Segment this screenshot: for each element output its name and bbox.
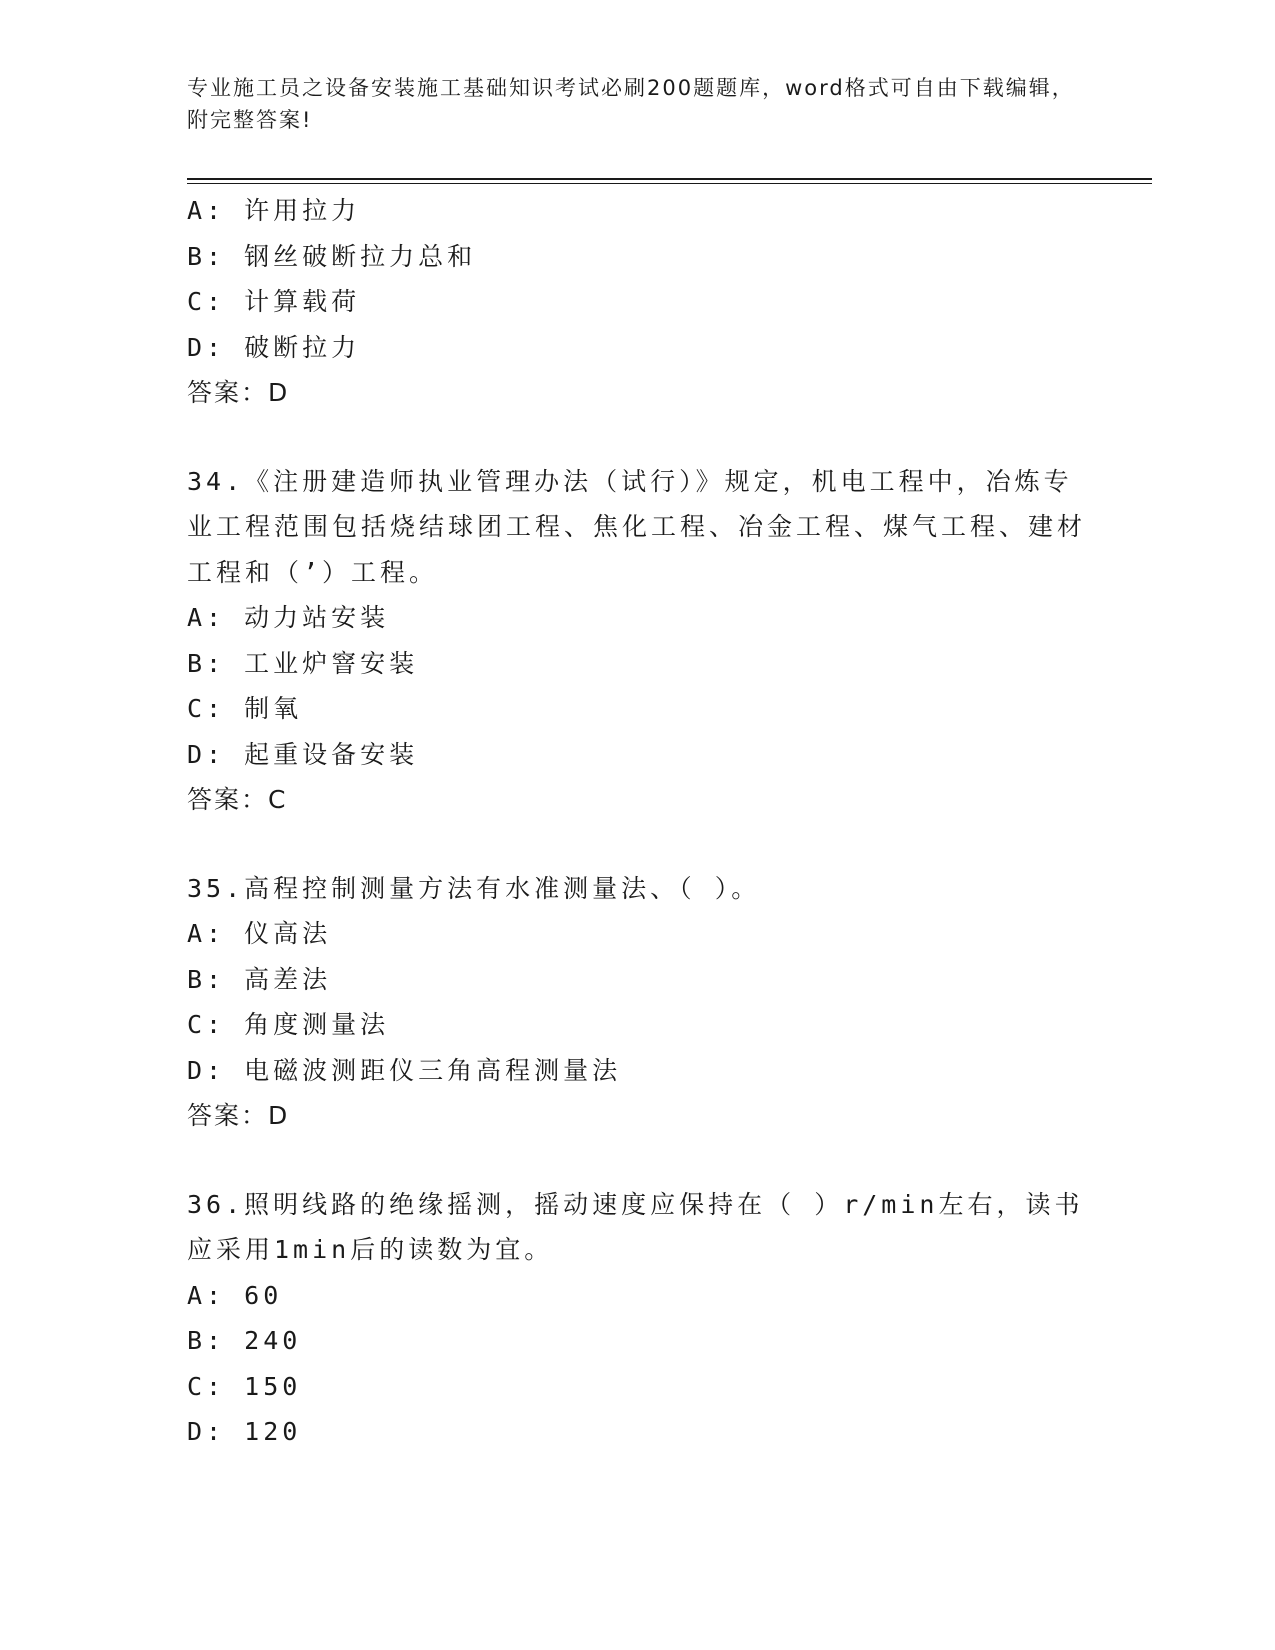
option-d: D: 破断拉力 — [187, 332, 361, 362]
header-divider-thin — [187, 183, 1152, 184]
answer: 答案：C — [187, 785, 288, 814]
option-c: C: 计算载荷 — [187, 287, 361, 316]
option-d: D: 120 — [187, 1417, 302, 1446]
header-divider-thick — [187, 178, 1152, 180]
option-d: D: 电磁波测距仪三角高程测量法 — [187, 1055, 622, 1085]
question-text: 34.《注册建造师执业管理办法（试行）》规定，机电工程中，冶炼专业工程范围包括烧结球团工程、焦化工程、冶金工程、煤气工程、建材工程和（’）工程。 — [187, 466, 1087, 587]
question-35 — [187, 866, 1087, 1139]
question-36 — [187, 1182, 1087, 1455]
question-33 — [187, 188, 1087, 416]
option-d: D: 起重设备安装 — [187, 739, 419, 769]
answer: 答案：D — [187, 378, 290, 407]
option-c: C: 150 — [187, 1371, 302, 1401]
question-34 — [187, 459, 1087, 823]
option-a: A: 仪高法 — [187, 919, 332, 948]
answer: 答案：D — [187, 1101, 290, 1130]
option-a: A: 60 — [187, 1280, 283, 1310]
question-text: 36.照明线路的绝缘摇测，摇动速度应保持在（ ）r/min左右，读书应采用1min后的读数为宜。 — [187, 1189, 1084, 1264]
document-header: 专业施工员之设备安装施工基础知识考试必刷200题题库，word格式可自由下载编辑，附完整答案! — [187, 76, 1075, 132]
option-b: B: 工业炉窨安装 — [187, 648, 419, 678]
option-c: C: 角度测量法 — [187, 1010, 390, 1039]
question-list — [187, 188, 1087, 1455]
option-a: A: 许用拉力 — [187, 196, 361, 225]
option-c: C: 制氧 — [187, 694, 303, 723]
option-b: B: 钢丝破断拉力总和 — [187, 241, 477, 271]
option-b: B: 240 — [187, 1326, 302, 1355]
question-text: 35.高程控制测量方法有水准测量法、（ ）。 — [187, 873, 761, 903]
option-a: A: 动力站安装 — [187, 603, 390, 632]
option-b: B: 高差法 — [187, 964, 332, 994]
